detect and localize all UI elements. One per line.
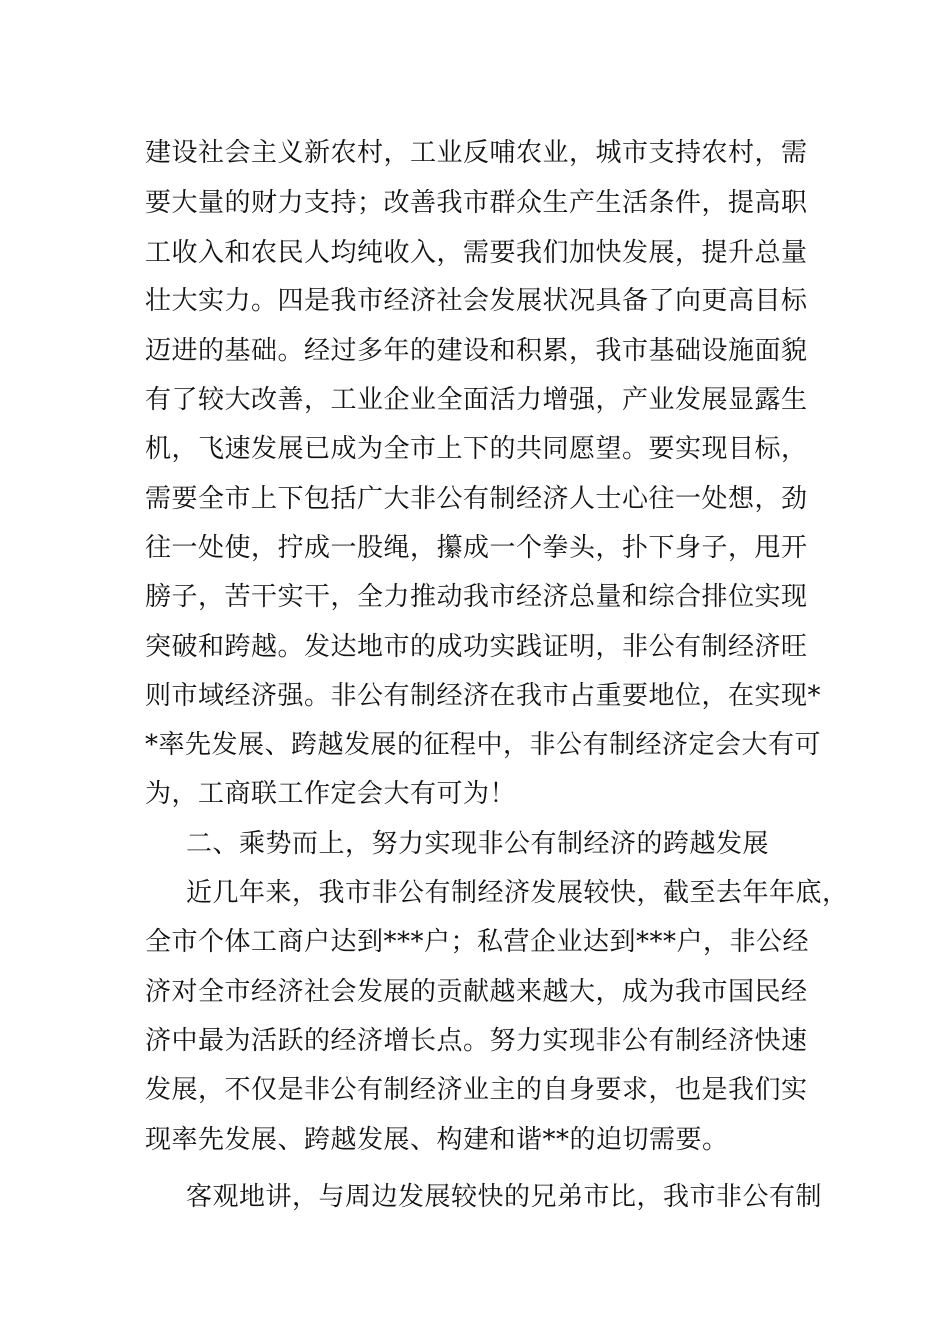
text-line: 济对全市经济社会发展的贡献越来越大，成为我市国民经 <box>145 977 808 1007</box>
text-line: 要大量的财力支持；改善我市群众生产生活条件，提高职 <box>145 188 808 218</box>
text-line: 壮大实力。四是我市经济社会发展状况具备了向更高目标 <box>145 286 808 316</box>
text-line: 往一处使，拧成一股绳，攥成一个拳头，扑下身子，甩开 <box>145 533 808 563</box>
text-line: *率先发展、跨越发展的征程中，非公有制经济定会大有可 <box>145 730 822 760</box>
text-line: 工收入和农民人均纯收入，需要我们加快发展，提升总量 <box>145 238 808 268</box>
section-heading: 二、乘势而上，努力实现非公有制经济的跨越发展 <box>186 829 770 859</box>
text-line: 全市个体工商户达到***户；私营企业达到***户，非公经 <box>145 927 810 957</box>
text-line: 突破和跨越。发达地市的成功实践证明，非公有制经济旺 <box>145 632 808 662</box>
text-line: 需要全市上下包括广大非公有制经济人士心往一处想，劲 <box>145 484 808 514</box>
text-line: 发展，不仅是非公有制经济业主的自身要求，也是我们实 <box>145 1075 808 1105</box>
text-line: 现率先发展、跨越发展、构建和谐**的迫切需要。 <box>145 1125 729 1155</box>
text-line: 迈进的基础。经过多年的建设和积累，我市基础设施面貌 <box>145 336 808 366</box>
text-line: 有了较大改善，工业企业全面活力增强，产业发展显露生 <box>145 385 808 415</box>
text-line: 建设社会主义新农村，工业反哺农业，城市支持农村，需 <box>145 138 808 168</box>
text-line: 近几年来，我市非公有制经济发展较快，截至去年年底， <box>186 878 849 908</box>
text-line: 机，飞速发展已成为全市上下的共同愿望。要实现目标， <box>145 434 808 464</box>
text-line: 客观地讲，与周边发展较快的兄弟市比，我市非公有制 <box>186 1182 823 1212</box>
text-line: 则市域经济强。非公有制经济在我市占重要地位，在实现* <box>145 681 822 711</box>
text-line: 膀子，苦干实干，全力推动我市经济总量和综合排位实现 <box>145 582 808 612</box>
text-line: 为，工商联工作定会大有可为！ <box>145 779 517 809</box>
text-line: 济中最为活跃的经济增长点。努力实现非公有制经济快速 <box>145 1026 808 1056</box>
